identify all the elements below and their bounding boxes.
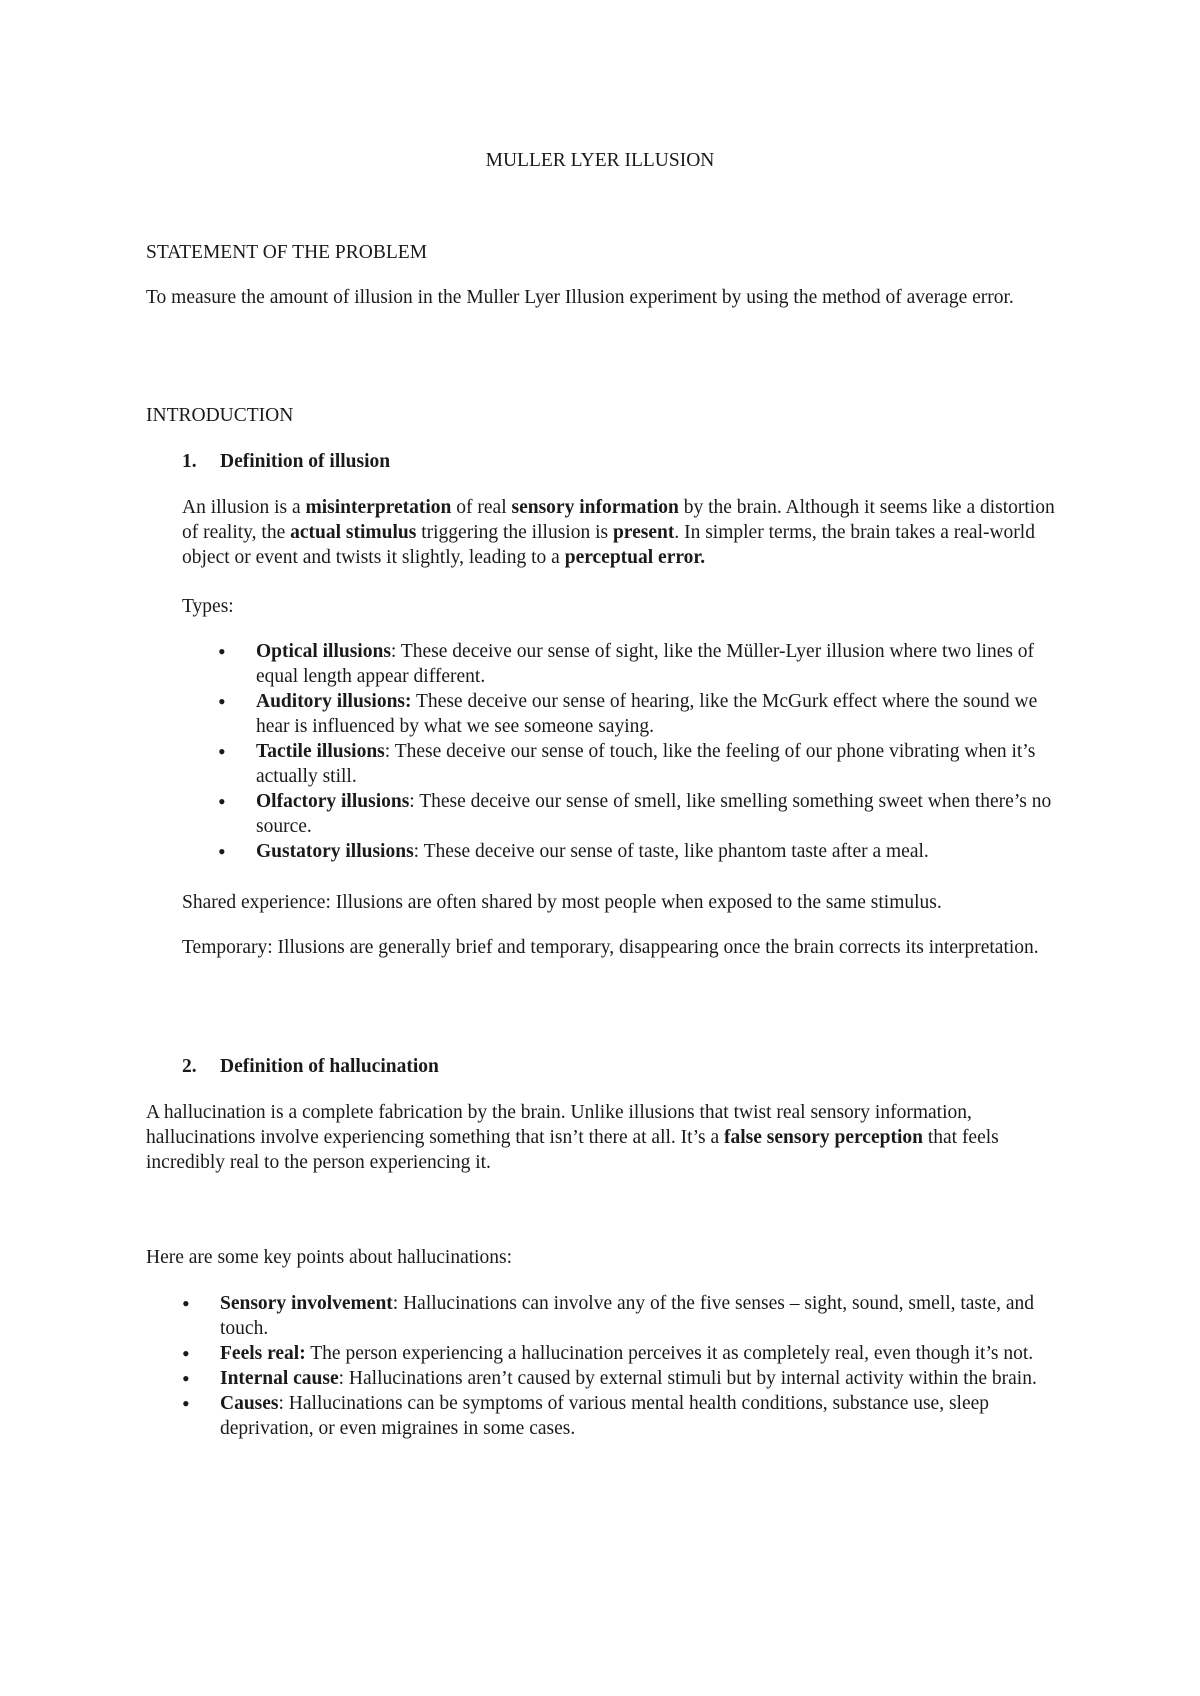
introduction-heading: INTRODUCTION	[146, 405, 294, 426]
document-title: MULLER LYER ILLUSION	[485, 150, 715, 171]
hallucination-definition-paragraph: A hallucination is a complete fabrication by the brain. Unlike illusions that twist real sensory information, hallucinations involve experiencing something that isn’t there at all. It’s a false sensory perception that feels incredibly real to the person experiencing it.	[146, 1102, 999, 1173]
list-item: • Feels real: The person experiencing a hallucination perceives it as completely real, even though it’s not.	[182, 1341, 1068, 1366]
section-title: Definition of illusion	[220, 451, 391, 472]
section-number: 1.	[182, 451, 197, 472]
hallucination-points-list	[182, 1291, 1068, 1441]
key-points-label: Here are some key points about hallucinations:	[146, 1247, 513, 1268]
list-item: • Olfactory illusions: These deceive our sense of smell, like smelling something sweet when there’s no source.	[218, 789, 1068, 839]
list-item: • Causes: Hallucinations can be symptoms of various mental health conditions, substance use, sleep deprivation, or even migraines in some cases.	[182, 1391, 1068, 1441]
temporary-text: Temporary: Illusions are generally brief and temporary, disappearing once the brain corrects its interpretation.	[182, 937, 1039, 958]
list-item: • Auditory illusions: These deceive our sense of hearing, like the McGurk effect where the sound we hear is influenced by what we see someone saying.	[218, 689, 1068, 739]
shared-experience-text: Shared experience: Illusions are often shared by most people when exposed to the same stimulus.	[182, 892, 942, 913]
list-item: • Optical illusions: These deceive our sense of sight, like the Müller-Lyer illusion where two lines of equal length appear different.	[218, 639, 1068, 689]
list-item: • Tactile illusions: These deceive our sense of touch, like the feeling of our phone vibrating when it’s actually still.	[218, 739, 1068, 789]
statement-heading: STATEMENT OF THE PROBLEM	[146, 242, 428, 263]
section-title: Definition of hallucination	[220, 1056, 439, 1077]
illusion-definition-paragraph: An illusion is a misinterpretation of real sensory information by the brain. Although it seems like a distortion of reality, the actual stimulus triggering the illusion is present. In simpler terms, the brain takes a real-world object or event and twists it slightly, leading to a perceptual error.	[182, 497, 1055, 568]
types-label: Types:	[182, 596, 234, 617]
list-item: • Gustatory illusions: These deceive our sense of taste, like phantom taste after a meal.	[218, 839, 1068, 864]
list-item: • Internal cause: Hallucinations aren’t caused by external stimuli but by internal activity within the brain.	[182, 1366, 1068, 1391]
list-item: • Sensory involvement: Hallucinations can involve any of the five senses – sight, sound, smell, taste, and touch.	[182, 1291, 1068, 1341]
illusion-definition-heading	[182, 449, 390, 474]
section-number: 2.	[182, 1056, 197, 1077]
statement-text: To measure the amount of illusion in the Muller Lyer Illusion experiment by using the method of average error.	[146, 287, 1014, 308]
hallucination-definition-heading	[182, 1054, 439, 1079]
illusion-types-list	[218, 639, 1068, 864]
